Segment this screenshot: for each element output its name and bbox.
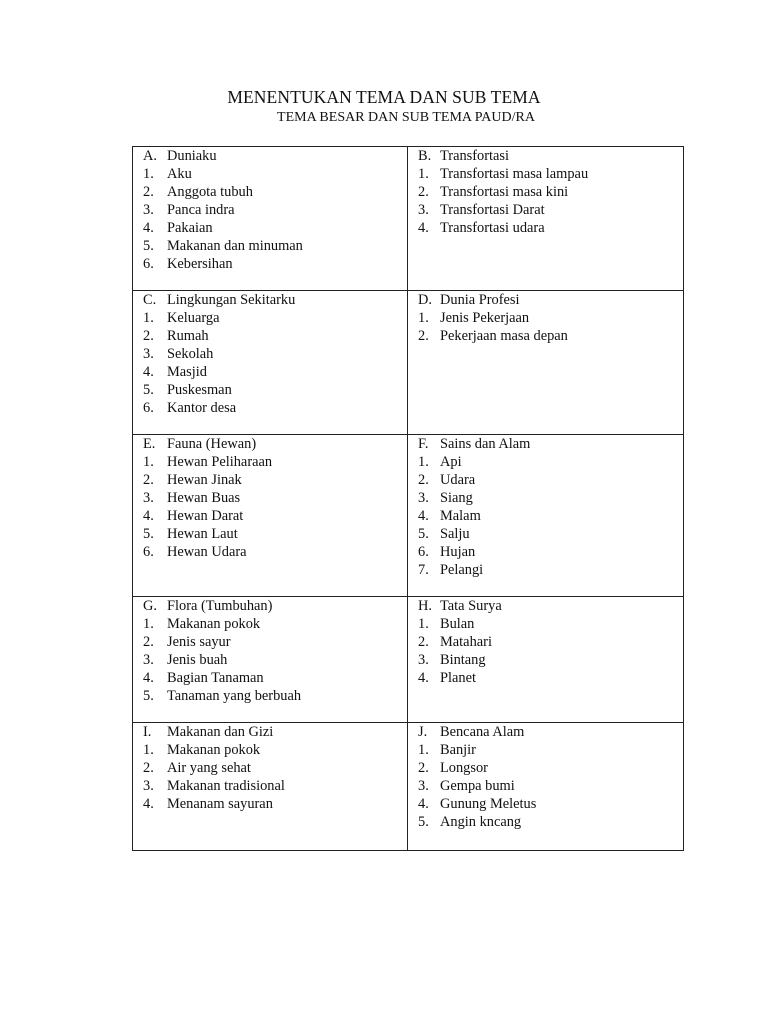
list-item — [408, 489, 683, 507]
item-number: 4. — [143, 796, 154, 812]
item-text: Pakaian — [167, 220, 213, 236]
theme-heading — [408, 597, 683, 615]
list-item — [133, 651, 407, 669]
theme-letter: D. — [418, 292, 432, 308]
theme-row — [133, 291, 684, 435]
item-number: 3. — [143, 778, 154, 794]
item-number: 1. — [418, 454, 429, 470]
list-item — [133, 525, 407, 543]
list-item — [133, 507, 407, 525]
item-number: 3. — [143, 202, 154, 218]
item-number: 1. — [143, 616, 154, 632]
list-item — [408, 543, 683, 561]
item-number: 4. — [143, 670, 154, 686]
theme-title: Flora (Tumbuhan) — [167, 598, 273, 614]
item-text: Tanaman yang berbuah — [167, 688, 302, 704]
item-number: 5. — [418, 526, 429, 542]
item-number: 6. — [143, 256, 154, 272]
theme-table-body — [133, 147, 684, 851]
item-text: Hewan Laut — [167, 526, 238, 542]
theme-letter: G. — [143, 598, 157, 614]
list-item — [408, 615, 683, 633]
list-item — [133, 345, 407, 363]
item-text: Rumah — [167, 328, 209, 344]
item-number: 2. — [418, 184, 429, 200]
item-text: Jenis Pekerjaan — [440, 310, 530, 326]
item-text: Air yang sehat — [167, 760, 251, 776]
item-text: Anggota tubuh — [167, 184, 253, 200]
item-text: Banjir — [440, 742, 476, 758]
list-item — [408, 795, 683, 813]
item-text: Planet — [440, 670, 476, 686]
list-item — [408, 507, 683, 525]
theme-heading — [133, 597, 407, 615]
item-number: 1. — [418, 166, 429, 182]
item-number: 5. — [143, 382, 154, 398]
theme-cell-left — [133, 723, 408, 851]
theme-letter: J. — [418, 724, 428, 740]
list-item — [133, 777, 407, 795]
theme-heading — [408, 723, 683, 741]
theme-cell-right — [408, 723, 684, 851]
theme-row — [133, 147, 684, 291]
item-text: Masjid — [167, 364, 207, 380]
list-item — [408, 453, 683, 471]
item-text: Hewan Jinak — [167, 472, 242, 488]
list-item — [133, 795, 407, 813]
item-number: 5. — [143, 688, 154, 704]
item-text: Transfortasi masa lampau — [440, 166, 589, 182]
theme-heading — [133, 291, 407, 309]
item-number: 1. — [418, 310, 429, 326]
item-number: 4. — [418, 796, 429, 812]
item-text: Siang — [440, 490, 473, 506]
theme-title: Duniaku — [167, 148, 217, 164]
theme-row — [133, 597, 684, 723]
item-text: Pelangi — [440, 562, 484, 578]
item-number: 2. — [143, 634, 154, 650]
list-item — [133, 201, 407, 219]
list-item — [133, 165, 407, 183]
theme-title: Lingkungan Sekitarku — [167, 292, 296, 308]
item-number: 6. — [143, 544, 154, 560]
item-number: 3. — [143, 652, 154, 668]
theme-cell-right — [408, 291, 684, 435]
item-text: Hewan Buas — [167, 490, 241, 506]
theme-cell-left — [133, 291, 408, 435]
item-text: Bulan — [440, 616, 475, 632]
theme-heading — [408, 147, 683, 165]
item-number: 1. — [143, 742, 154, 758]
item-text: Matahari — [440, 634, 492, 650]
item-number: 5. — [418, 814, 429, 830]
item-number: 2. — [418, 472, 429, 488]
theme-title: Dunia Profesi — [440, 292, 520, 308]
item-number: 3. — [143, 346, 154, 362]
item-number: 2. — [143, 760, 154, 776]
list-item — [133, 453, 407, 471]
item-text: Menanam sayuran — [167, 796, 273, 812]
item-text: Makanan dan minuman — [167, 238, 303, 254]
item-text: Transfortasi masa kini — [440, 184, 569, 200]
theme-table — [132, 146, 684, 851]
item-text: Transfortasi udara — [440, 220, 545, 236]
item-number: 2. — [418, 634, 429, 650]
item-text: Makanan pokok — [167, 616, 261, 632]
list-item — [133, 399, 407, 417]
theme-letter: E. — [143, 436, 156, 452]
theme-letter: I. — [143, 724, 152, 740]
item-text: Keluarga — [167, 310, 220, 326]
page-title: MENENTUKAN TEMA DAN SUB TEMA — [227, 87, 541, 107]
item-number: 3. — [418, 202, 429, 218]
page-subtitle: TEMA BESAR DAN SUB TEMA PAUD/RA — [277, 110, 535, 125]
theme-cell-left — [133, 147, 408, 291]
item-text: Hewan Udara — [167, 544, 247, 560]
item-text: Makanan tradisional — [167, 778, 285, 794]
list-item — [408, 633, 683, 651]
item-text: Transfortasi Darat — [440, 202, 545, 218]
item-text: Pekerjaan masa depan — [440, 328, 568, 344]
list-item — [408, 777, 683, 795]
theme-heading — [133, 435, 407, 453]
item-text: Malam — [440, 508, 481, 524]
item-text: Angin kncang — [440, 814, 522, 830]
item-number: 6. — [143, 400, 154, 416]
theme-letter: C. — [143, 292, 157, 308]
list-item — [408, 219, 683, 237]
item-text: Longsor — [440, 760, 488, 776]
list-item — [133, 219, 407, 237]
item-number: 6. — [418, 544, 429, 560]
item-number: 1. — [418, 616, 429, 632]
list-item — [133, 255, 407, 273]
list-item — [133, 687, 407, 705]
theme-letter: F. — [418, 436, 429, 452]
item-number: 2. — [143, 184, 154, 200]
theme-cell-right — [408, 597, 684, 723]
list-item — [133, 363, 407, 381]
item-text: Hewan Peliharaan — [167, 454, 273, 470]
list-item — [133, 471, 407, 489]
item-number: 4. — [143, 364, 154, 380]
item-text: Makanan pokok — [167, 742, 261, 758]
list-item — [408, 471, 683, 489]
list-item — [133, 237, 407, 255]
list-item — [408, 201, 683, 219]
theme-heading — [408, 291, 683, 309]
item-text: Panca indra — [167, 202, 235, 218]
item-text: Jenis sayur — [167, 634, 231, 650]
item-number: 2. — [143, 472, 154, 488]
item-text: Kantor desa — [167, 400, 237, 416]
item-number: 4. — [418, 220, 429, 236]
list-item — [133, 633, 407, 651]
theme-title: Fauna (Hewan) — [167, 436, 257, 452]
item-text: Gempa bumi — [440, 778, 515, 794]
theme-cell-right — [408, 147, 684, 291]
theme-heading — [133, 723, 407, 741]
list-item — [408, 561, 683, 579]
list-item — [408, 183, 683, 201]
list-item — [133, 741, 407, 759]
theme-letter: B. — [418, 148, 432, 164]
list-item — [133, 381, 407, 399]
item-text: Sekolah — [167, 346, 214, 362]
item-number: 2. — [143, 328, 154, 344]
item-text: Salju — [440, 526, 470, 542]
item-number: 1. — [418, 742, 429, 758]
theme-title: Bencana Alam — [440, 724, 525, 740]
list-item — [133, 669, 407, 687]
item-number: 4. — [143, 220, 154, 236]
list-item — [408, 669, 683, 687]
item-text: Bintang — [440, 652, 486, 668]
theme-heading — [133, 147, 407, 165]
item-text: Bagian Tanaman — [167, 670, 264, 686]
item-number: 5. — [143, 526, 154, 542]
list-item — [408, 741, 683, 759]
item-number: 2. — [418, 328, 429, 344]
item-text: Aku — [167, 166, 192, 182]
item-number: 1. — [143, 166, 154, 182]
item-text: Puskesman — [167, 382, 232, 398]
theme-title: Sains dan Alam — [440, 436, 531, 452]
list-item — [408, 525, 683, 543]
theme-letter: A. — [143, 148, 157, 164]
list-item — [133, 759, 407, 777]
list-item — [133, 183, 407, 201]
theme-title: Makanan dan Gizi — [167, 724, 274, 740]
item-number: 3. — [143, 490, 154, 506]
item-number: 3. — [418, 652, 429, 668]
item-text: Hewan Darat — [167, 508, 244, 524]
list-item — [408, 813, 683, 831]
list-item — [408, 327, 683, 345]
list-item — [408, 651, 683, 669]
item-text: Api — [440, 454, 462, 470]
theme-cell-right — [408, 435, 684, 597]
theme-letter: H. — [418, 598, 432, 614]
list-item — [133, 489, 407, 507]
item-number: 7. — [418, 562, 429, 578]
item-text: Udara — [440, 472, 476, 488]
theme-title: Transfortasi — [440, 148, 510, 164]
item-text: Kebersihan — [167, 256, 233, 272]
theme-heading — [408, 435, 683, 453]
item-number: 4. — [418, 508, 429, 524]
theme-cell-left — [133, 435, 408, 597]
item-number: 1. — [143, 454, 154, 470]
list-item — [408, 309, 683, 327]
theme-row — [133, 435, 684, 597]
item-number: 4. — [143, 508, 154, 524]
item-text: Jenis buah — [167, 652, 228, 668]
item-number: 3. — [418, 778, 429, 794]
theme-title: Tata Surya — [440, 598, 502, 614]
item-number: 2. — [418, 760, 429, 776]
item-number: 1. — [143, 310, 154, 326]
item-text: Hujan — [440, 544, 476, 560]
item-text: Gunung Meletus — [440, 796, 537, 812]
list-item — [408, 759, 683, 777]
list-item — [133, 615, 407, 633]
item-number: 3. — [418, 490, 429, 506]
item-number: 5. — [143, 238, 154, 254]
list-item — [133, 309, 407, 327]
list-item — [408, 165, 683, 183]
theme-cell-left — [133, 597, 408, 723]
item-number: 4. — [418, 670, 429, 686]
list-item — [133, 327, 407, 345]
list-item — [133, 543, 407, 561]
theme-row — [133, 723, 684, 851]
